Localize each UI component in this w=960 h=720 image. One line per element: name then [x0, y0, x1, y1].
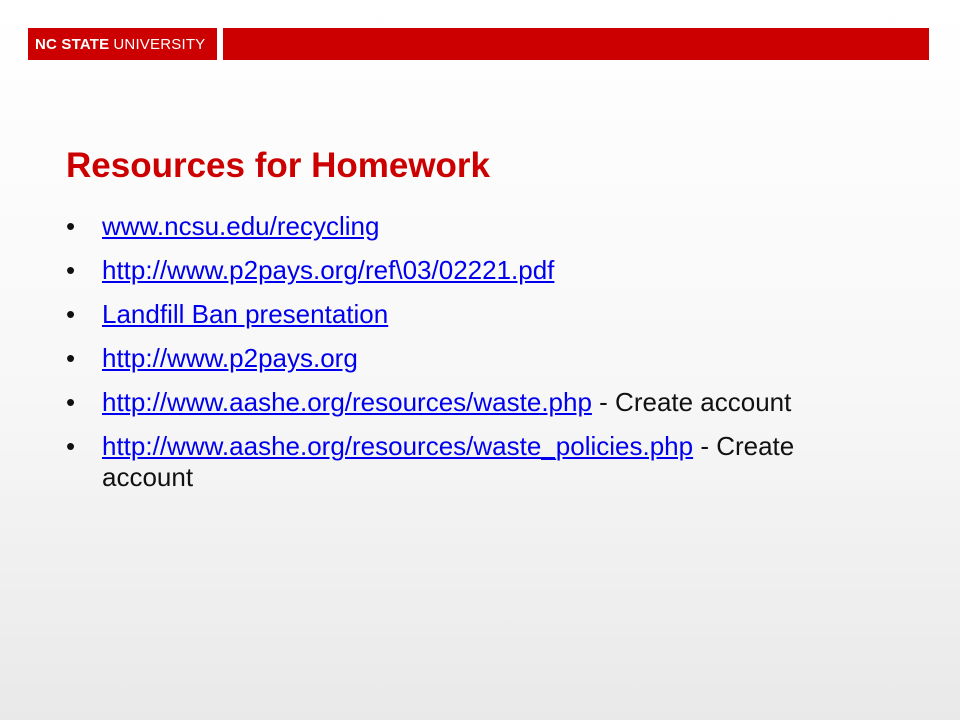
- resource-link-aashe-waste[interactable]: http://www.aashe.org/resources/waste.php: [102, 387, 592, 417]
- list-item: [66, 299, 866, 330]
- brand-header: [28, 28, 929, 60]
- university-logo[interactable]: [28, 28, 217, 60]
- resource-link-ncsu-recycling[interactable]: www.ncsu.edu/recycling: [102, 211, 380, 241]
- bullet-icon: •: [66, 431, 76, 461]
- resource-link-landfill-ban[interactable]: Landfill Ban presentation: [102, 299, 389, 329]
- bullet-icon: •: [66, 211, 76, 241]
- bullet-icon: •: [66, 299, 76, 329]
- resource-link-p2pays-pdf[interactable]: http://www.p2pays.org/ref\03/02221.pdf: [102, 255, 555, 285]
- logo-wordmark-light: UNIVERSITY: [113, 35, 206, 53]
- bullet-icon: •: [66, 387, 76, 417]
- list-item: [66, 343, 866, 374]
- resource-link-p2pays[interactable]: http://www.p2pays.org: [102, 343, 358, 373]
- resource-list: [66, 211, 866, 506]
- slide-title: Resources for Homework: [66, 146, 491, 185]
- resource-note: - Create account: [102, 431, 795, 492]
- bullet-icon: •: [66, 255, 76, 285]
- bullet-icon: •: [66, 343, 76, 373]
- logo-wordmark-bold: NC STATE: [35, 35, 110, 53]
- resource-link-aashe-waste-policies[interactable]: http://www.aashe.org/resources/waste_policies.php: [102, 431, 694, 461]
- list-item: [66, 255, 866, 286]
- list-item: [66, 431, 866, 493]
- resource-note: - Create account: [591, 387, 792, 417]
- list-item: [66, 387, 866, 418]
- brand-stripe: [223, 28, 929, 60]
- list-item: [66, 211, 866, 242]
